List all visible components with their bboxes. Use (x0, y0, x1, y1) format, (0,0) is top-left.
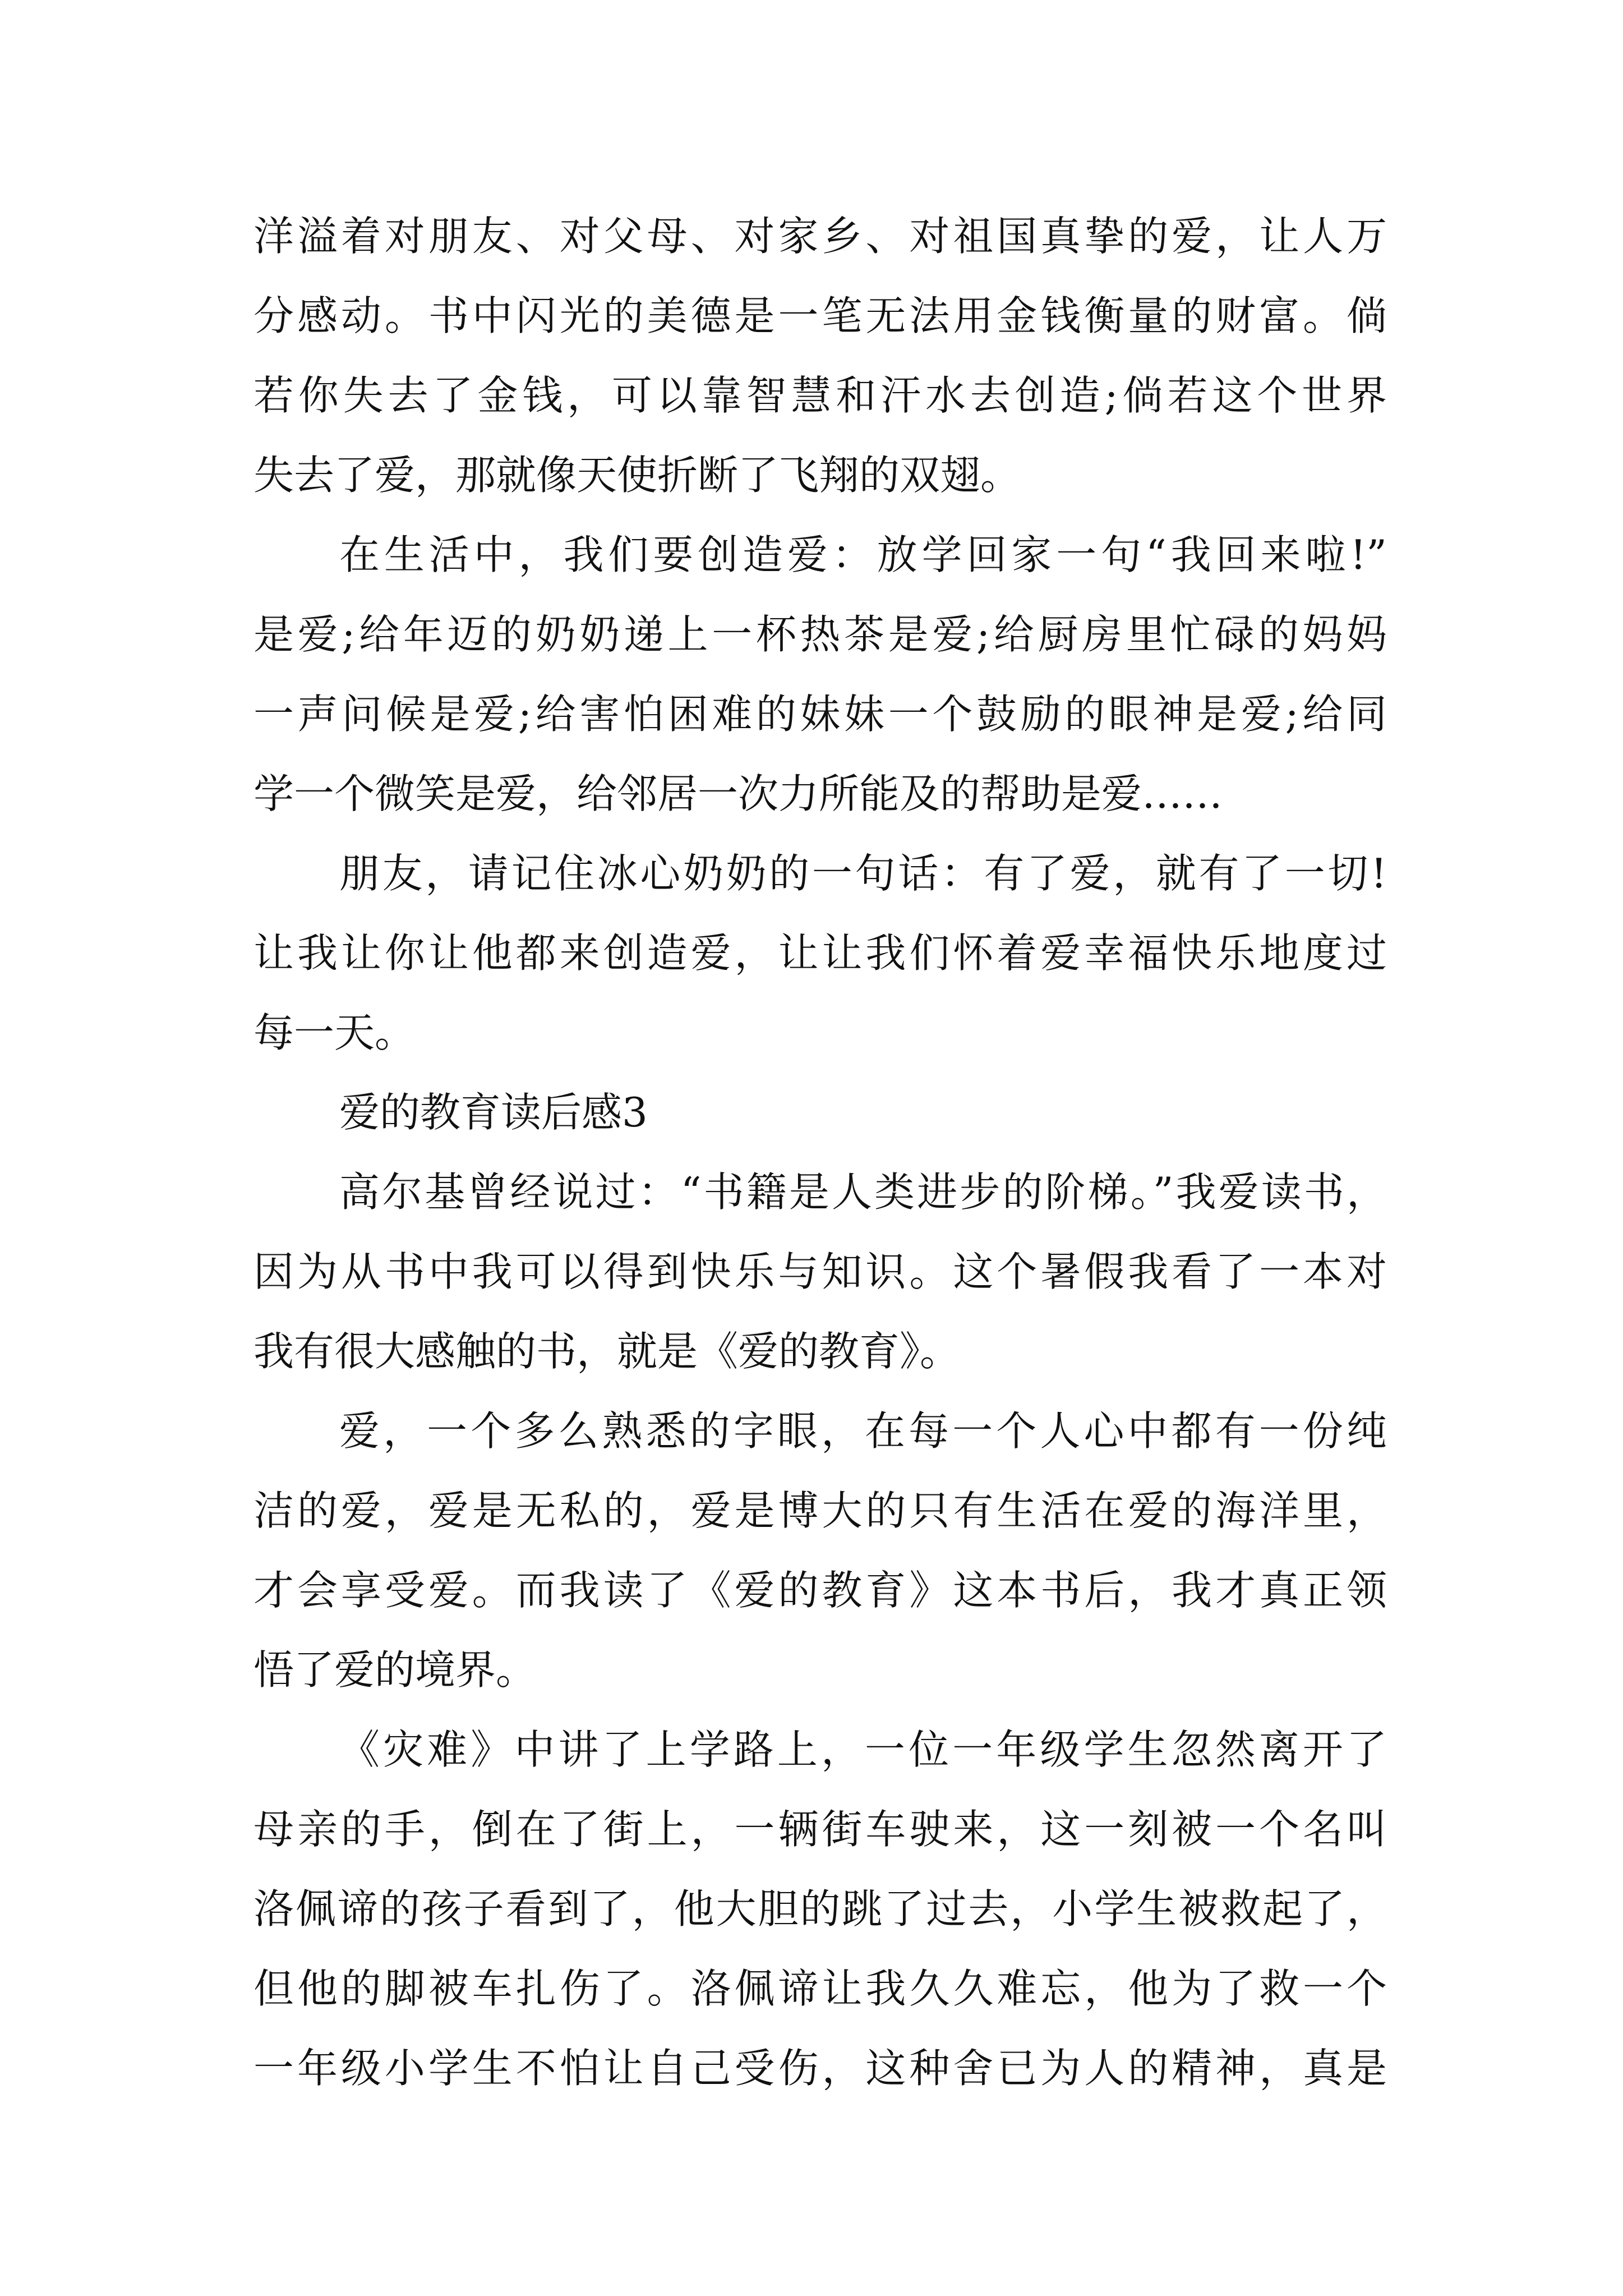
paragraph-first-line: 高尔基曾经说过：“书籍是人类进步的阶梯。”我爱读书， (339, 1168, 1387, 1216)
text-line: 一年级小学生不怕让自己受伤，这种舍已为人的精神，真是 (253, 2045, 1387, 2092)
text-line: 因为从书中我可以得到快乐与知识。这个暑假我看了一本对 (253, 1248, 1387, 1295)
text-line: 让我让你让他都来创造爱，让让我们怀着爱幸福快乐地度过 (253, 930, 1387, 977)
text-line: 洛佩谛的孩子看到了，他大胆的跳了过去，小学生被救起了， (253, 1885, 1387, 1932)
text-line: 学一个微笑是爱，给邻居一次力所能及的帮助是爱…… (253, 770, 1223, 817)
document-body (253, 196, 1387, 2108)
paragraph-first-line: 《灾难》中讲了上学路上，一位一年级学生忽然离开了 (339, 1726, 1387, 1773)
paragraph-first-line: 在生活中，我们要创造爱：放学回家一句“我回来啦!” (339, 531, 1387, 578)
paragraph-first-line: 朋友，请记住冰心奶奶的一句话：有了爱，就有了一切! (339, 850, 1387, 897)
text-line: 但他的脚被车扎伤了。洛佩谛让我久久难忘，他为了救一个 (253, 1965, 1387, 2012)
paragraph-first-line: 爱，一个多么熟悉的字眼，在每一个人心中都有一份纯 (339, 1407, 1387, 1455)
section-heading: 爱的教育读后感3 (339, 1089, 648, 1136)
text-line: 洋溢着对朋友、对父母、对家乡、对祖国真挚的爱，让人万 (253, 213, 1387, 260)
text-line: 洁的爱，爱是无私的，爱是博大的只有生活在爱的海洋里， (253, 1487, 1387, 1534)
text-line: 一声问候是爱;给害怕困难的妹妹一个鼓励的眼神是爱;给同 (253, 691, 1387, 738)
text-line: 我有很大感触的书，就是《爱的教育》。 (253, 1328, 961, 1375)
text-line: 失去了爱，那就像天使折断了飞翔的双翅。 (253, 452, 1021, 499)
text-line: 才会享受爱。而我读了《爱的教育》这本书后，我才真正领 (253, 1567, 1387, 1614)
text-line: 母亲的手，倒在了街上，一辆街车驶来，这一刻被一个名叫 (253, 1806, 1387, 1853)
text-line: 分感动。书中闪光的美德是一笔无法用金钱衡量的财富。倘 (253, 292, 1387, 339)
text-line: 每一天。 (253, 1009, 416, 1056)
text-line: 悟了爱的境界。 (253, 1646, 537, 1694)
text-line: 若你失去了金钱，可以靠智慧和汗水去创造;倘若这个世界 (253, 372, 1387, 419)
text-line: 是爱;给年迈的奶奶递上一杯热茶是爱;给厨房里忙碌的妈妈 (253, 611, 1387, 658)
